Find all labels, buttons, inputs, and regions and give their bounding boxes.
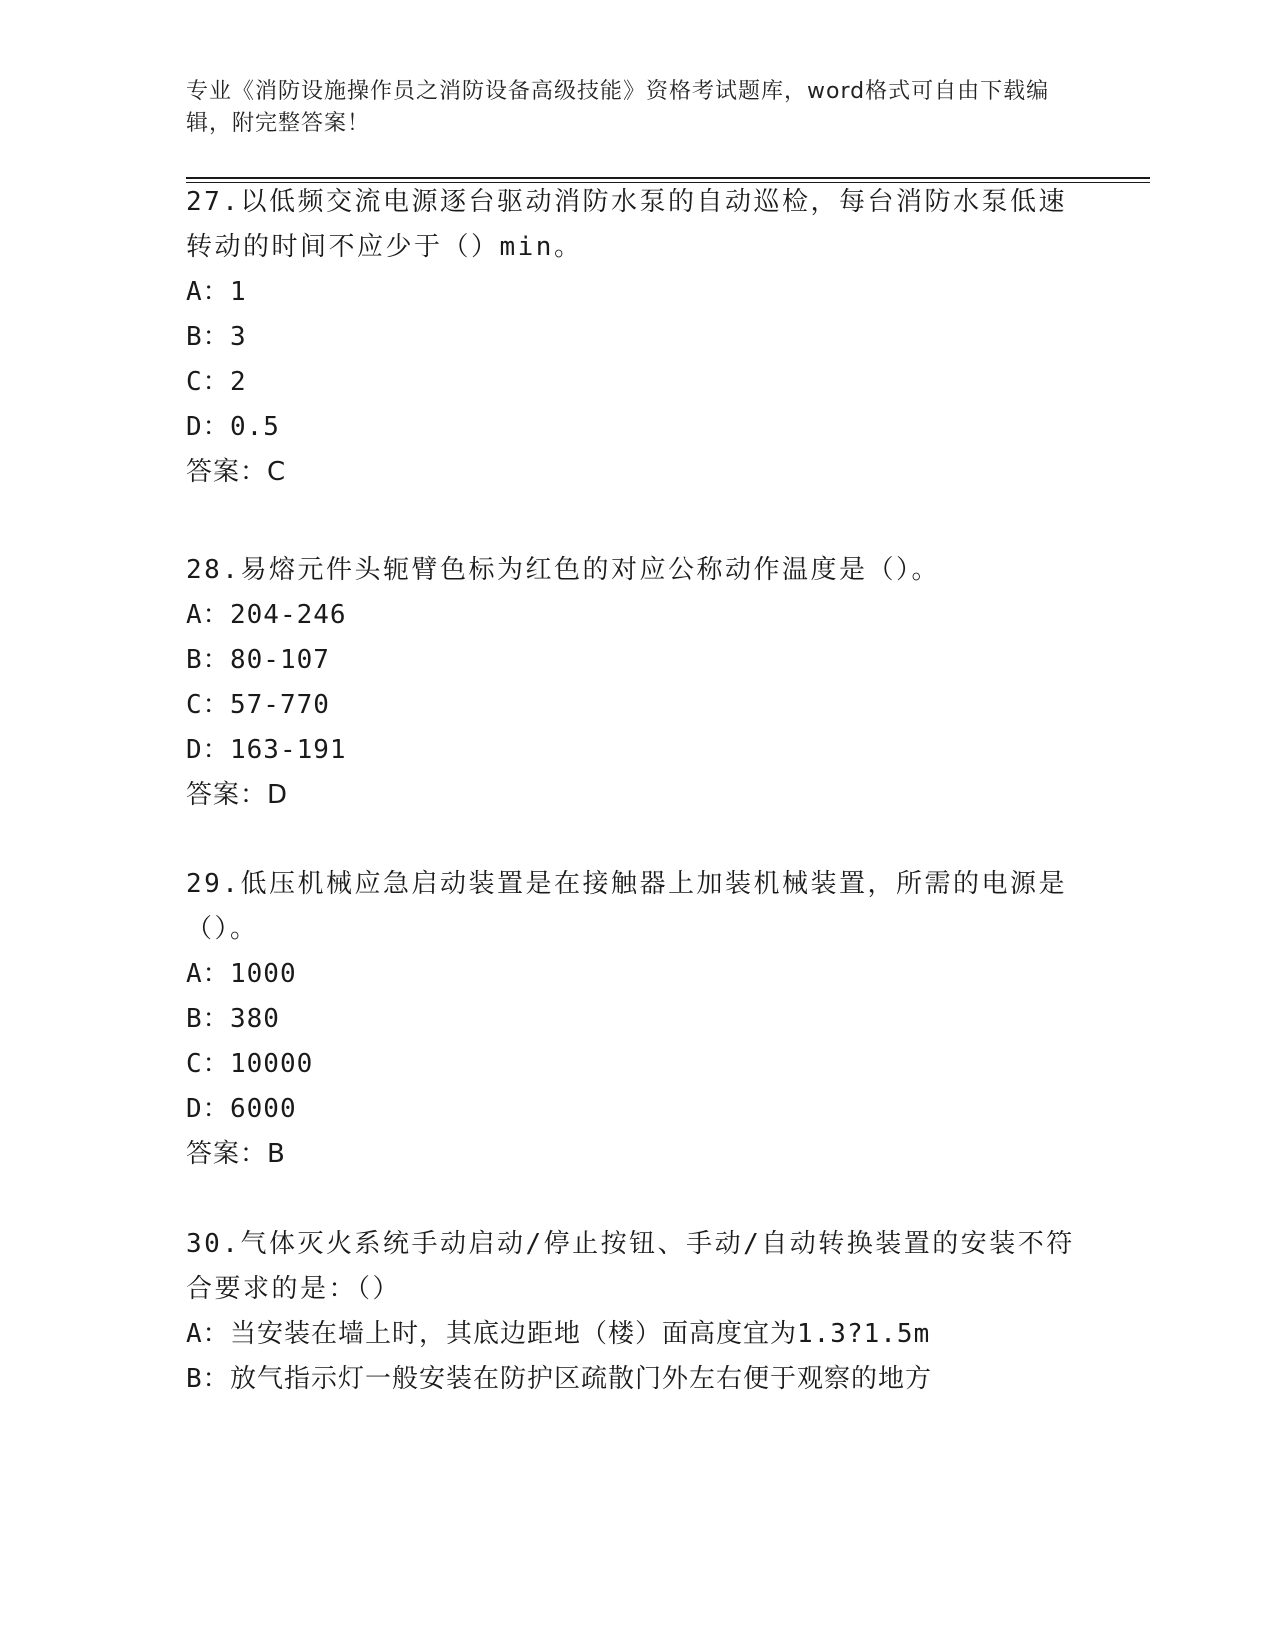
question-27 xyxy=(186,180,1086,495)
option-b xyxy=(186,315,1086,360)
option-text: 204-246 xyxy=(230,600,347,630)
header-divider xyxy=(186,177,1150,179)
option-a xyxy=(186,952,1086,997)
option-a xyxy=(186,593,1086,638)
option-label: C： xyxy=(186,690,230,720)
option-d xyxy=(186,1087,1086,1132)
option-b xyxy=(186,638,1086,683)
option-label: B： xyxy=(186,645,230,675)
option-label: D： xyxy=(186,1094,230,1124)
option-c xyxy=(186,683,1086,728)
option-label: C： xyxy=(186,1049,230,1079)
option-text: 2 xyxy=(230,367,247,397)
option-label: A： xyxy=(186,1319,230,1349)
option-c xyxy=(186,360,1086,405)
document-header: 专业《消防设施操作员之消防设备高级技能》资格考试题库，word格式可自由下载编辑，附完整答案！ xyxy=(186,79,1050,136)
option-label: B： xyxy=(186,1004,230,1034)
option-label: A： xyxy=(186,277,230,307)
option-text: 57-770 xyxy=(230,690,330,720)
option-label: A： xyxy=(186,959,230,989)
option-b xyxy=(186,1357,1086,1402)
option-text: 6000 xyxy=(230,1094,297,1124)
option-text: 1 xyxy=(230,277,247,307)
question-29 xyxy=(186,862,1086,1177)
option-label: B： xyxy=(186,322,230,352)
option-label: D： xyxy=(186,735,230,765)
option-label: C： xyxy=(186,367,230,397)
question-stem: 30.气体灭火系统手动启动/停止按钮、手动/自动转换装置的安装不符合要求的是：（） xyxy=(186,1229,1075,1304)
question-28 xyxy=(186,548,1086,818)
option-text: 80-107 xyxy=(230,645,330,675)
option-label: D： xyxy=(186,412,230,442)
option-label: B： xyxy=(186,1364,230,1394)
question-stem: 28.易熔元件头轭臂色标为红色的对应公称动作温度是（）。 xyxy=(186,555,940,585)
option-text: 3 xyxy=(230,322,247,352)
option-text: 0.5 xyxy=(230,412,280,442)
option-label: A： xyxy=(186,600,230,630)
option-b xyxy=(186,997,1086,1042)
option-a xyxy=(186,1312,1086,1357)
option-c xyxy=(186,1042,1086,1087)
answer: 答案：C xyxy=(186,457,287,487)
question-stem: 27.以低频交流电源逐台驱动消防水泵的自动巡检，每台消防水泵低速转动的时间不应少于（）min。 xyxy=(186,187,1067,262)
question-stem: 29.低压机械应急启动装置是在接触器上加装机械装置，所需的电源是（）。 xyxy=(186,869,1067,944)
option-d xyxy=(186,405,1086,450)
option-text: 163-191 xyxy=(230,735,347,765)
answer: 答案：B xyxy=(186,1139,286,1169)
option-text: 1000 xyxy=(230,959,297,989)
question-30 xyxy=(186,1222,1086,1402)
option-text: 10000 xyxy=(230,1049,314,1079)
option-d xyxy=(186,728,1086,773)
option-a xyxy=(186,270,1086,315)
answer: 答案：D xyxy=(186,780,289,810)
option-text: 当安装在墙上时，其底边距地（楼）面高度宜为1.3?1.5m xyxy=(230,1319,931,1349)
option-text: 放气指示灯一般安装在防护区疏散门外左右便于观察的地方 xyxy=(230,1364,933,1394)
option-text: 380 xyxy=(230,1004,280,1034)
